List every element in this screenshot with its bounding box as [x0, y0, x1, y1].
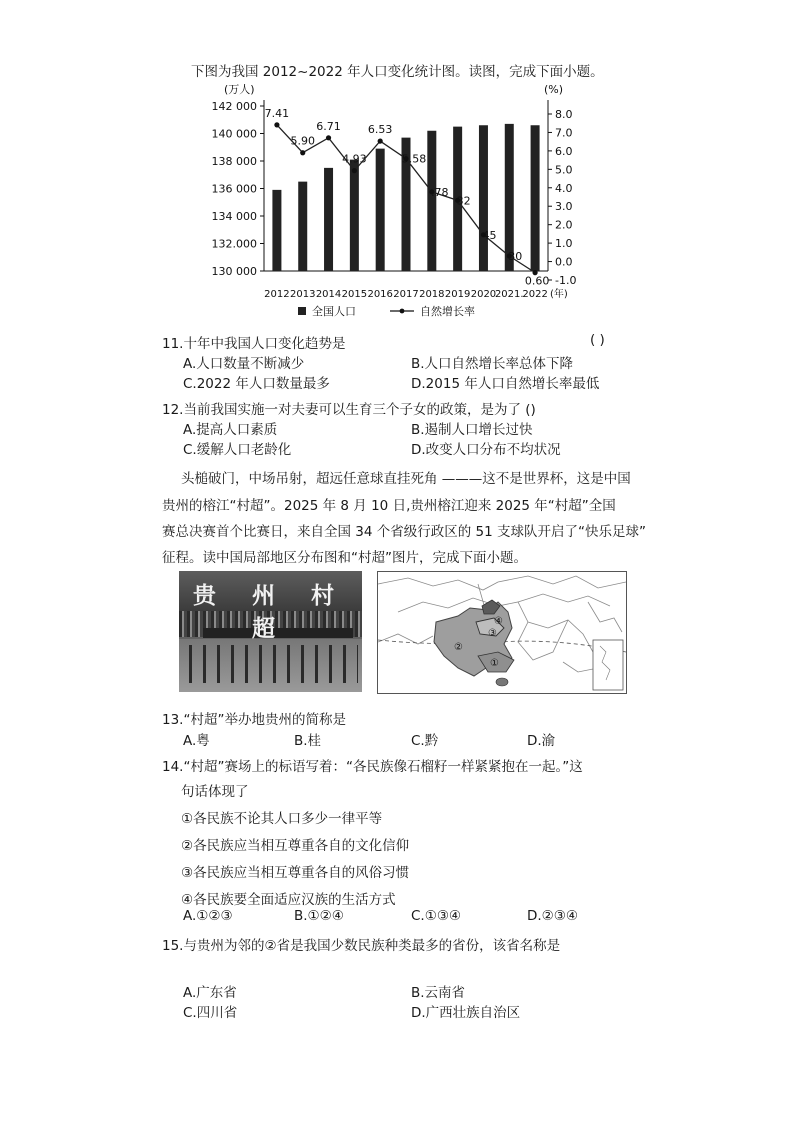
- q14-stem-line-2: 句话体现了: [181, 784, 249, 800]
- growth-rate-label: 4.93: [342, 152, 367, 166]
- legend-bar-swatch: [298, 307, 306, 315]
- right-tick-label: 1.0: [555, 237, 573, 251]
- right-tick-label: 8.0: [555, 108, 573, 121]
- population-bar: [272, 190, 281, 271]
- right-tick-label: 2.0: [555, 218, 573, 232]
- q15-stem: 15.与贵州为邻的②省是我国少数民族种类最多的省份，该省名称是: [162, 938, 561, 954]
- growth-rate-label: 5.90: [290, 134, 315, 148]
- q14-option-d[interactable]: D.②③④: [527, 908, 578, 924]
- passage-line-1: 头槌破门，中场吊射，超远任意球直挂死角 ———这不是世界杯，这是中国: [181, 471, 631, 487]
- map-drawing: [378, 572, 626, 693]
- q11-option-c[interactable]: C.2022 年人口数量最多: [183, 376, 330, 392]
- q12-option-c[interactable]: C.缓解人口老龄化: [183, 442, 292, 458]
- growth-rate-point: [326, 135, 331, 140]
- right-tick-label: 3.0: [555, 200, 573, 214]
- population-bar: [324, 168, 333, 271]
- growth-rate-point: [274, 122, 279, 127]
- x-tick-label: 2022: [522, 289, 548, 300]
- left-tick-label: 140 000: [211, 127, 257, 141]
- photo-performers: [183, 645, 358, 683]
- growth-rate-label: 30: [508, 250, 523, 264]
- x-unit-label: (年): [550, 289, 568, 300]
- right-tick-label: 4.0: [555, 181, 573, 195]
- q13-option-b[interactable]: B.桂: [294, 733, 322, 749]
- growth-rate-point: [378, 139, 383, 144]
- q11-option-d[interactable]: D.2015 年人口自然增长率最低: [411, 376, 600, 392]
- q14-statement-3: ③各民族应当相互尊重各自的风俗习惯: [181, 865, 410, 881]
- x-tick-label: 2016: [367, 289, 393, 300]
- passage-line-3: 赛总决赛首个比赛日，来自全国 34 个省级行政区的 51 支球队开启了“快乐足球”: [162, 524, 647, 540]
- map-label-1: ①: [490, 658, 499, 669]
- q15-option-d[interactable]: D.广西壮族自治区: [411, 1005, 521, 1021]
- left-tick-label: 138 000: [211, 155, 257, 168]
- x-tick-label: 2014: [315, 289, 342, 300]
- growth-rate-label: 5.58: [401, 152, 427, 166]
- q14-option-c[interactable]: C.①③④: [411, 908, 462, 924]
- q14-statement-4: ④各民族要全面适应汉族的生活方式: [181, 892, 396, 908]
- legend-line-dot: [400, 309, 405, 314]
- x-tick-label: 2019: [444, 289, 471, 300]
- map-label-2: ②: [454, 642, 463, 653]
- growth-rate-label: 6.71: [316, 119, 341, 133]
- q13-option-d[interactable]: D.渝: [527, 733, 556, 749]
- left-tick-label: 130 000: [211, 265, 257, 278]
- population-bar: [427, 131, 436, 271]
- growth-rate-label: 0.60: [524, 274, 550, 288]
- x-tick-label: 2017: [393, 289, 419, 300]
- q11-answer-paren: ( ): [590, 332, 605, 348]
- q15-option-b[interactable]: B.云南省: [411, 985, 466, 1001]
- left-tick-label: 142 000: [211, 100, 257, 113]
- map-label-3: ③: [488, 628, 497, 639]
- q14-statement-1: ①各民族不论其人口多少一律平等: [181, 811, 383, 827]
- population-bar: [376, 149, 385, 271]
- q12-stem: 12.当前我国实施一对夫妻可以生育三个子女的政策，是为了 (): [162, 402, 536, 418]
- q13-option-a[interactable]: A.粤: [183, 733, 210, 749]
- growth-rate-label: 7.41: [264, 106, 290, 120]
- left-tick-label: 136 000: [211, 182, 257, 196]
- q14-option-a[interactable]: A.①②③: [183, 908, 233, 924]
- population-bar: [531, 125, 540, 271]
- q14-stem-line-1: 14.“村超”赛场上的标语写着：“各民族像石榴籽一样紧紧抱在一起。”这: [162, 759, 583, 775]
- legend-line-label: 自然增长率: [420, 305, 475, 318]
- legend-bar-label: 全国人口: [312, 305, 356, 318]
- population-bar: [298, 182, 307, 271]
- x-tick-label: 2021.: [494, 289, 524, 300]
- photo-title: 贵 州 村 超: [192, 582, 348, 642]
- x-tick-label: 2012: [264, 289, 290, 300]
- right-tick-label: -1.0: [555, 274, 577, 287]
- q12-option-d[interactable]: D.改变人口分布不均状况: [411, 442, 561, 458]
- q15-option-a[interactable]: A.广东省: [183, 985, 237, 1001]
- x-tick-label: 2018: [419, 289, 445, 300]
- q13-option-c[interactable]: C.黔: [411, 733, 439, 749]
- chart-intro: 下图为我国 2012~2022 年人口变化统计图。读图，完成下面小题。: [191, 64, 604, 80]
- left-tick-label: 134 000: [211, 210, 257, 223]
- population-chart: [180, 76, 600, 321]
- growth-rate-point: [352, 168, 357, 173]
- passage-line-2: 贵州的榕江“村超”。2025 年 8 月 10 日,贵州榕江迎来 2025 年“村超”全国: [162, 498, 616, 514]
- population-bar: [479, 125, 488, 271]
- q12-option-b[interactable]: B.遏制人口增长过快: [411, 422, 533, 438]
- q11-stem: 11.十年中我国人口变化趋势是: [162, 336, 346, 352]
- population-bar: [505, 124, 514, 271]
- growth-rate-label: 32: [456, 194, 471, 208]
- growth-rate-label: .78: [431, 185, 449, 199]
- passage-line-4: 征程。读中国局部地区分布图和“村超”图片，完成下面小题。: [162, 550, 527, 566]
- x-tick-label: 2015: [341, 289, 368, 300]
- q13-stem: 13.“村超”举办地贵州的简称是: [162, 712, 346, 728]
- population-bar: [350, 160, 359, 271]
- q15-option-c[interactable]: C.四川省: [183, 1005, 238, 1021]
- q14-statement-2: ②各民族应当相互尊重各自的文化信仰: [181, 838, 410, 854]
- village-super-league-photo: [179, 571, 362, 692]
- q11-option-a[interactable]: A.人口数量不断减少: [183, 356, 305, 372]
- q11-option-b[interactable]: B.人口自然增长率总体下降: [411, 356, 574, 372]
- right-unit-label: (%): [544, 83, 564, 96]
- right-tick-label: 7.0: [555, 126, 573, 140]
- growth-rate-label: 6.53: [367, 123, 393, 137]
- growth-rate-label: 45: [482, 228, 497, 242]
- map-label-4: ④: [494, 616, 503, 627]
- left-unit-label: (万人): [224, 83, 255, 96]
- q12-option-a[interactable]: A.提高人口素质: [183, 422, 278, 438]
- right-tick-label: 6.0: [555, 144, 573, 158]
- right-tick-label: 5.0: [555, 163, 573, 177]
- chart-legend: [298, 304, 475, 318]
- growth-rate-point: [300, 150, 305, 155]
- regional-map: [377, 571, 627, 694]
- q14-option-b[interactable]: B.①②④: [294, 908, 344, 924]
- x-tick-label: 2013: [290, 289, 316, 300]
- x-tick-label: 2020: [470, 289, 497, 300]
- left-tick-label: 132.000: [211, 237, 257, 251]
- right-tick-label: 0.0: [555, 255, 573, 269]
